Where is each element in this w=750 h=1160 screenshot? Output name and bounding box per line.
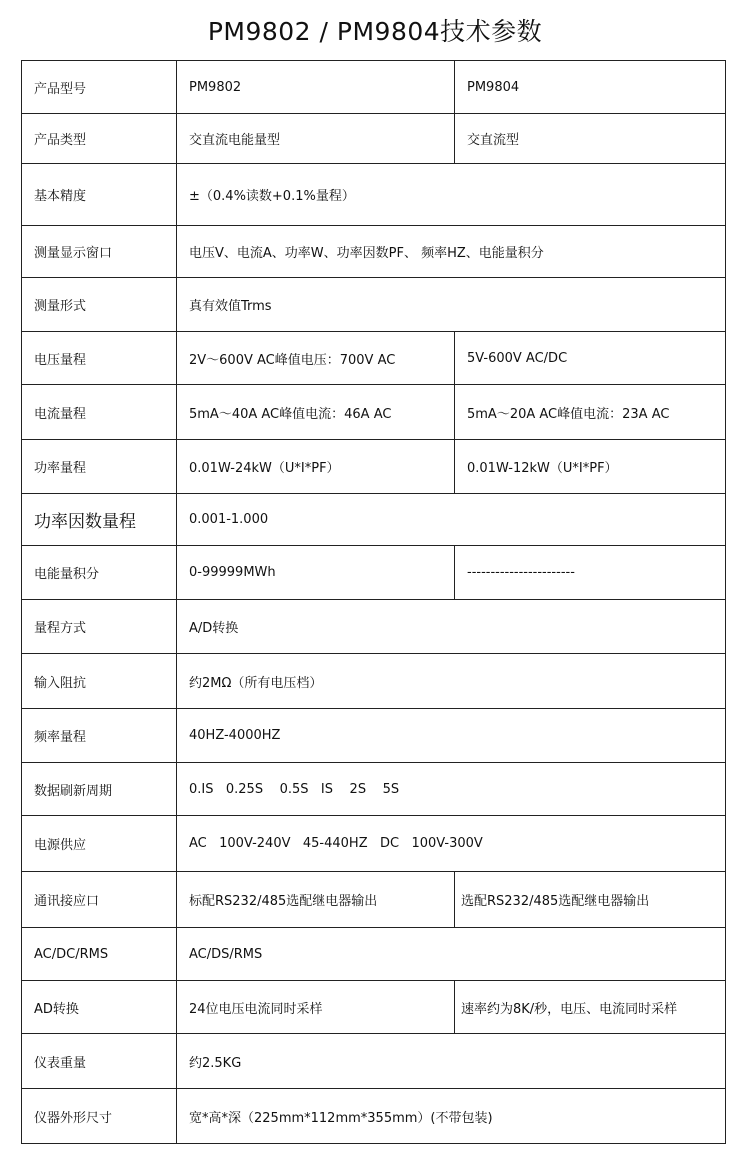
row-label: 量程方式	[22, 600, 177, 654]
table-row	[22, 385, 726, 440]
row-label: 产品类型	[22, 114, 177, 164]
row-label: 产品型号	[22, 61, 177, 114]
cell-value: 选配RS232/485选配继电器输出	[455, 872, 726, 928]
cell-value: 电压V、电流A、功率W、功率因数PF、 频率HZ、电能量积分	[177, 226, 726, 278]
cell-value: 5mA～20A AC峰值电流：23A AC	[455, 385, 726, 440]
row-label: 输入阻抗	[22, 654, 177, 709]
row-label: 基本精度	[22, 164, 177, 226]
cell-value: 0.01W-12kW（U*I*PF）	[455, 440, 726, 494]
row-label: 功率量程	[22, 440, 177, 494]
cell-value: 5V-600V AC/DC	[455, 332, 726, 385]
cell-value: AC/DS/RMS	[177, 928, 726, 981]
row-label: 功率因数量程	[22, 494, 177, 546]
row-label: 测量形式	[22, 278, 177, 332]
cell-value: 交直流型	[455, 114, 726, 164]
cell-value: PM9804	[455, 61, 726, 114]
row-label: 电流量程	[22, 385, 177, 440]
row-label: 电能量积分	[22, 546, 177, 600]
cell-value: 5mA～40A AC峰值电流：46A AC	[177, 385, 455, 440]
cell-value: 40HZ-4000HZ	[177, 709, 726, 763]
table-row	[22, 332, 726, 385]
cell-value: PM9802	[177, 61, 455, 114]
table-row	[22, 546, 726, 600]
table-row	[22, 114, 726, 164]
cell-value: 速率约为8K/秒，电压、电流同时采样	[455, 981, 726, 1034]
cell-value: A/D转换	[177, 600, 726, 654]
table-row	[22, 1089, 726, 1144]
spec-table	[21, 60, 726, 1144]
table-row	[22, 494, 726, 546]
table-row	[22, 872, 726, 928]
cell-value: 24位电压电流同时采样	[177, 981, 455, 1034]
row-label: AD转换	[22, 981, 177, 1034]
table-row	[22, 61, 726, 114]
row-label: 仪表重量	[22, 1034, 177, 1089]
cell-value: 0.IS 0.25S 0.5S IS 2S 5S	[177, 763, 726, 816]
cell-value: 约2.5KG	[177, 1034, 726, 1089]
row-label: 数据刷新周期	[22, 763, 177, 816]
table-row	[22, 928, 726, 981]
table-row	[22, 816, 726, 872]
table-row	[22, 278, 726, 332]
cell-value: 0.01W-24kW（U*I*PF）	[177, 440, 455, 494]
row-label: 电源供应	[22, 816, 177, 872]
cell-value: 2V～600V AC峰值电压：700V AC	[177, 332, 455, 385]
table-row	[22, 440, 726, 494]
table-row	[22, 1034, 726, 1089]
row-label: 频率量程	[22, 709, 177, 763]
table-row	[22, 226, 726, 278]
cell-value: -----------------------	[455, 546, 726, 600]
row-label: 通讯接应口	[22, 872, 177, 928]
table-row	[22, 763, 726, 816]
cell-value: 真有效值Trms	[177, 278, 726, 332]
cell-value: 约2MΩ（所有电压档）	[177, 654, 726, 709]
page-title: PM9802 / PM9804技术参数	[207, 17, 543, 46]
cell-value: 交直流电能量型	[177, 114, 455, 164]
cell-value: 0-99999MWh	[177, 546, 455, 600]
table-row	[22, 654, 726, 709]
cell-value: 0.001-1.000	[177, 494, 726, 546]
table-row	[22, 164, 726, 226]
row-label: 电压量程	[22, 332, 177, 385]
table-row	[22, 600, 726, 654]
cell-value: 宽*高*深（225mm*112mm*355mm）(不带包装)	[177, 1089, 726, 1144]
cell-value: 标配RS232/485选配继电器输出	[177, 872, 455, 928]
row-label: AC/DC/RMS	[22, 928, 177, 981]
row-label: 仪器外形尺寸	[22, 1089, 177, 1144]
cell-value: AC 100V-240V 45-440HZ DC 100V-300V	[177, 816, 726, 872]
table-row	[22, 709, 726, 763]
table-row	[22, 981, 726, 1034]
cell-value: ±（0.4%读数+0.1%量程）	[177, 164, 726, 226]
row-label: 测量显示窗口	[22, 226, 177, 278]
